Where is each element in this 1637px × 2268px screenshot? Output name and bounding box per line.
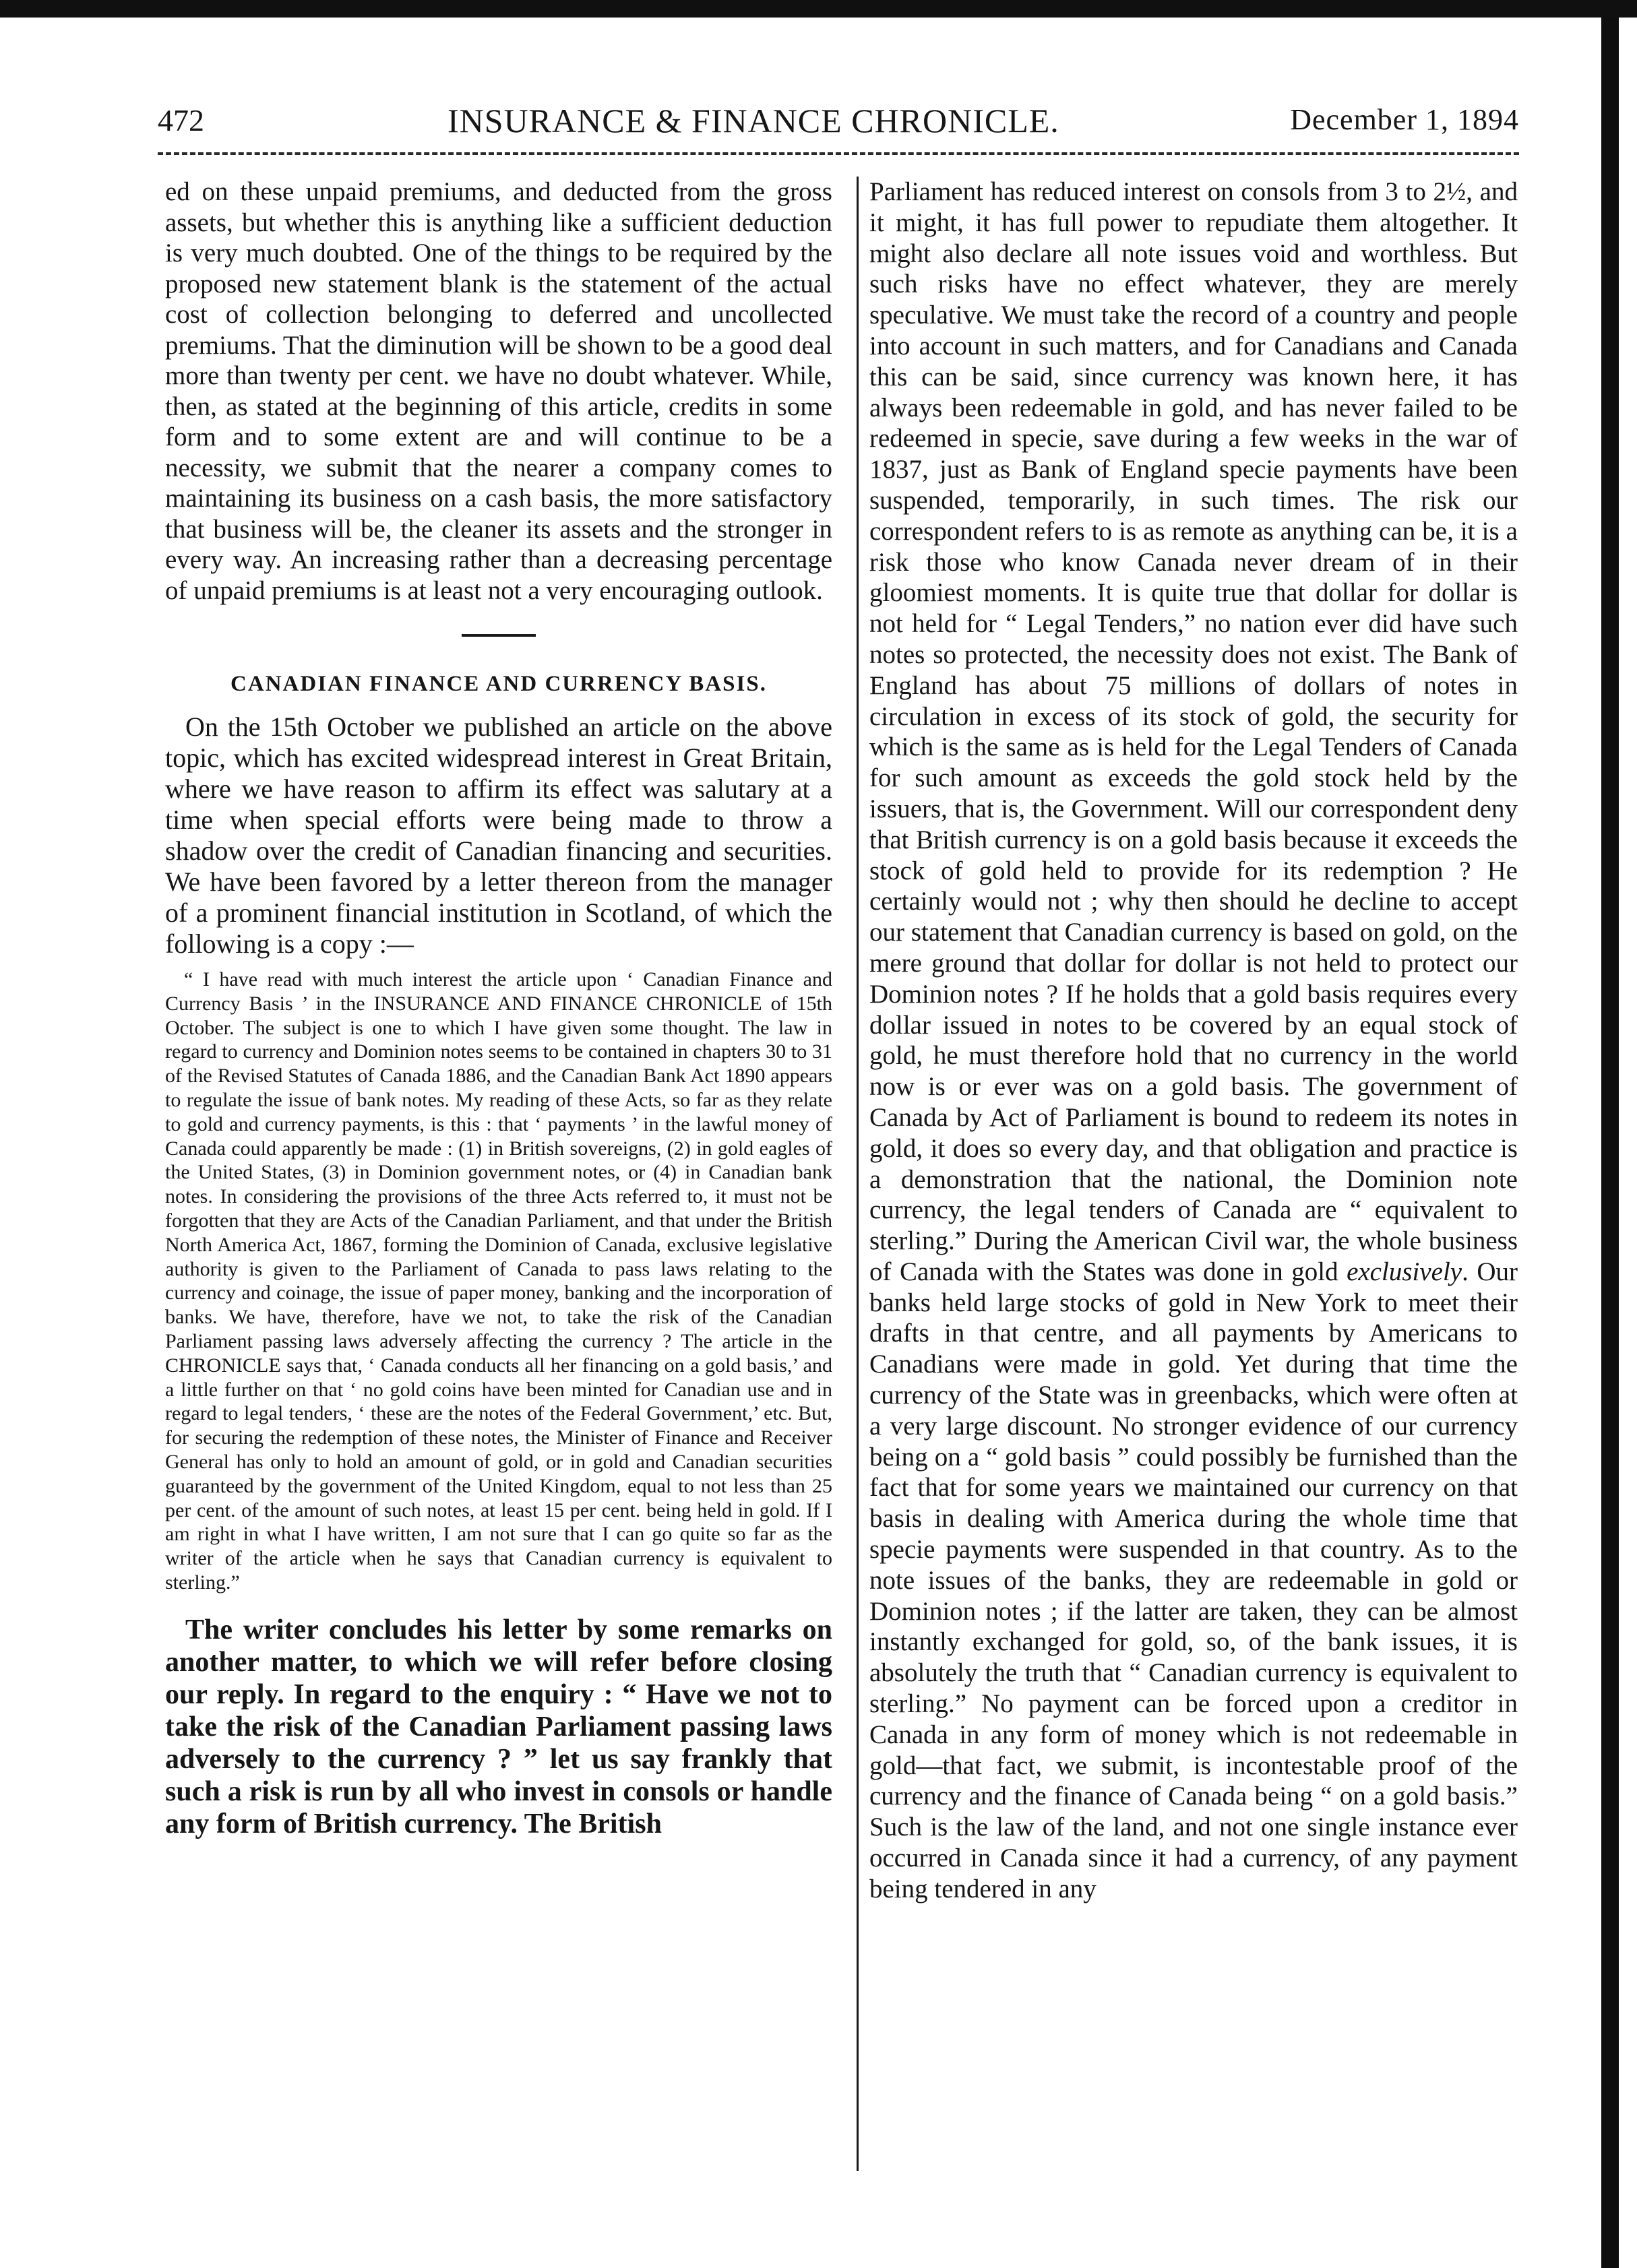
- left-column: [165, 177, 832, 1840]
- header-rule: [158, 152, 1519, 155]
- issue-date: December 1, 1894: [1290, 103, 1519, 136]
- top-scan-border: [0, 0, 1637, 18]
- reply-paragraph: [165, 1614, 832, 1840]
- publication-title: INSURANCE & FINANCE CHRONICLE.: [447, 102, 1059, 139]
- continued-article-text: ed on these unpaid premiums, and deducted from the gross assets, but whether this is anything like a sufficient deduction is very much doubted. One of the things to be required by the proposed new statement blank is the statement of the actual cost of collection belonging to deferred and uncollected premiums. That the diminution will be shown to be a good deal more than twenty per cent. we have no doubt whatever. While, then, as stated at the beginning of this article, credits in some form and to some extent are and will continue to be a necessity, we submit that the nearer a company comes to maintaining its business on a cash basis, the more satisfactory that business will be, the cleaner its assets and the stronger in every way. An increasing rather than a decreasing percentage of unpaid premiums is at least not a very encouraging outlook.: [165, 177, 832, 605]
- binding-spine-edge: [1601, 18, 1619, 2268]
- column-divider: [857, 177, 859, 2171]
- right-column-text: Parliament has reduced interest on consols from 3 to 2½, and it might, it has full power to repudiate them altogether. It might also declare all note issues void and worthless. But such risks have no effect whatever, they are merely speculative. We must take the record of a country and people into account in such matters, and for Canadians and Canada this can be said, since currency was known here, it has always been redeemable in gold, and has never failed to be redeemed in specie, save during a few weeks in the war of 1837, just as Bank of England specie payments have been suspended, temporarily, in such times. The risk our correspondent refers to is as remote as anything can be, it is a risk those who know Canada never dream of in their gloomiest moments. It is quite true that dollar for dollar is not held for “ Legal Tenders,” no nation ever did have such notes so protected, the necessity does not exist. The Bank of England has about 75 millions of dollars of notes in circulation in excess of its stock of gold, the security for which is the same as is held for the Legal Tenders of Canada for such amount as exceeds the gold stock held by the issuers, that is, the Government. Will our correspondent deny that British currency is on a gold basis because it exceeds the stock of gold held to provide for its redemption ? He certainly would not ; why then should he decline to accept our statement that Canadian currency is based on gold, on the mere ground that dollar for dollar is not held to protect our Dominion notes ? If he holds that a gold basis requires every dollar issued in notes to be covered by an equal stock of gold, he must therefore hold that no currency in the world now is or ever was on a gold basis. The government of Canada by Act of Parliament is bound to redeem its notes in gold, it does so every day, and that obligation and practice is a demonstration that the national, the Dominion note currency, the legal tenders of Canada are “ equivalent to sterling.” During the American Civil war, the whole business of Canada with the States was done in gold: [869, 177, 1518, 1286]
- section-divider: [462, 634, 536, 637]
- page-header: [158, 101, 1519, 144]
- right-column: [869, 177, 1518, 1905]
- page-number: 472: [158, 103, 204, 137]
- right-column-paragraph: [869, 177, 1518, 1905]
- letter-quotation: “ I have read with much interest the article upon ‘ Canadian Finance and Currency Basis ’ in the INSURANCE AND FINANCE CHRONICLE of 15th October. The subject is one to which I have given some thought. The law in regard to currency and Dominion notes seems to be contained in chapters 30 to 31 of the Revised Statutes of Canada 1886, and the Canadian Bank Act 1890 appears to regulate the issue of bank notes. My reading of these Acts, so far as they relate to gold and currency payments, is this : that ‘ payments ’ in the lawful money of Canada could apparently be made : (1) in British sovereigns, (2) in gold eagles of the United States, (3) in Dominion government notes, or (4) in Canadian bank notes. In considering the provisions of the three Acts referred to, it must not be forgotten that they are Acts of the Canadian Parliament, and that under the British North America Act, 1867, forming the Dominion of Canada, exclusive legislative authority is given to the Parliament of Canada to pass laws relating to the currency and coinage, the issue of paper money, banking and the incorporation of banks. We have, therefore, have we not, to take the risk of the Canadian Parliament passing laws adversely affecting the currency ? The article in the CHRONICLE says that, ‘ Canada conducts all her financing on a gold basis,’ and a little further on that ‘ no gold coins have been minted for Canadian use and in regard to legal tenders, ‘ these are the notes of the Federal Government,’ etc. But, for securing the redemption of these notes, the Minister of Finance and Receiver General has only to hold an amount of gold, or in gold and Canadian securities guaranteed by the government of the United Kingdom, equal to not less than 25 per cent. of the amount of such notes, at least 15 per cent. being held in gold. If I am right in what I have written, I am not sure that I can go quite so far as the writer of the article when he says that Canadian currency is equivalent to sterling.”: [165, 968, 832, 1594]
- article-heading: CANADIAN FINANCE AND CURRENCY BASIS.: [230, 672, 767, 696]
- reply-continued: In regard to the enquiry : “ Have we not to take the risk of the Canadian Parliament passing laws adversely to the currency ? ” let us say frankly that such a risk is run by all who invest in consols or handle any form of British currency. The British: [165, 1678, 832, 1839]
- right-column-text-continued: . Our banks held large stocks of gold in New York to meet their drafts in that centre, and all payments by Americans to Canadians were made in gold. Yet during that time the currency of the State was in greenbacks, which were often at a very large discount. No stronger evidence of our currency being on a “ gold basis ” could possibly be furnished than the fact that for some years we maintained our currency on that basis in dealing with America during the whole time that specie payments were suspended in that country. As to the note issues of the banks, they are redeemable in gold or Dominion notes ; if the latter are taken, they can be almost instantly exchanged for gold, so, of the bank issues, it is absolutely the truth that “ Canadian currency is equivalent to sterling.” No payment can be forced upon a creditor in Canada in any form of money which is not redeemable in gold—that fact, we submit, is incontestable proof of the currency and the finance of Canada being “ on a gold basis.” Such is the law of the land, and not one single instance ever occurred in Canada since it had a currency, of any payment being tendered in any: [869, 1257, 1518, 1903]
- reply-opening: The writer concludes his letter by some remarks on another matter, to which we will refer before closing our reply.: [165, 1614, 832, 1710]
- article-opening-paragraph: On the 15th October we published an article on the above topic, which has excited widespread interest in Great Britain, where we have reason to affirm its effect was salutary at a time when special efforts were being made to throw a shadow over the credit of Canadian financing and securities. We have been favored by a letter thereon from the manager of a prominent financial institution in Scotland, of which the following is a copy :—: [165, 712, 832, 959]
- emphasized-word: exclusively: [1347, 1257, 1462, 1286]
